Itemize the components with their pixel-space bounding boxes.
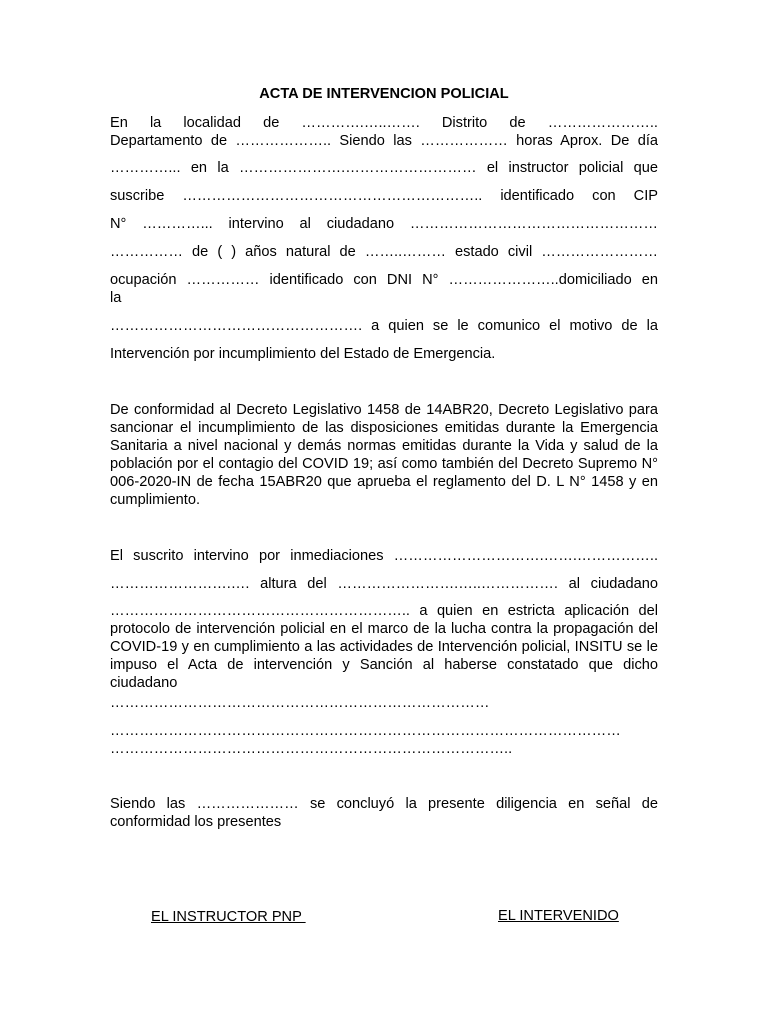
location-line-2: …………………….…. altura del …………………….…..……………. al ciudadano bbox=[110, 576, 658, 592]
closing-paragraph: Siendo las ………………… se concluyó la presente diligencia en señal de conformidad los presentes bbox=[110, 796, 658, 830]
sanction-paragraph: …………………………………………………….. a quien en estricta aplicación del protocolo de intervención policial en el marco de la lucha contra la propagación del COVID-19 y en cumplimiento a las actividades de Intervención policial, INSITU se le impuso el Acta de intervención y Sanción al haberse constatado que dicho ciudadano bbox=[110, 603, 658, 691]
intro-line-9: Intervención por incumplimiento del Estado de Emergencia. bbox=[110, 346, 496, 362]
document-title: ACTA DE INTERVENCION POLICIAL bbox=[259, 86, 509, 102]
dotted-line-2: …………………………………………………………………………………………… bbox=[110, 723, 621, 739]
intro-line-5: N° …………... intervino al ciudadano …………………………………………… bbox=[110, 216, 658, 232]
intro-line-4: suscribe …………………………………………………….. identificado con CIP bbox=[110, 188, 658, 204]
intervenido-signature-label: EL INTERVENIDO bbox=[498, 908, 619, 924]
intro-line-1: En la localidad de ………….…..……. Distrito de ………………….. bbox=[110, 115, 658, 131]
dotted-line-3: ……………………………………………………………………….. bbox=[110, 741, 513, 757]
intro-line-6: …………… de ( ) años natural de ……..……… estado civil …………………… bbox=[110, 244, 658, 260]
instructor-signature-label: EL INSTRUCTOR PNP bbox=[151, 909, 306, 925]
intro-line-2: Departamento de ……………….. Siendo las ……………… horas Aprox. De día bbox=[110, 133, 658, 149]
intro-line-3: …………... en la ………………….……………………… el instructor policial que bbox=[110, 160, 658, 176]
intro-line-8: ……………………………………………. a quien se le comunico el motivo de la bbox=[110, 318, 658, 334]
dotted-line-1: …………………………………………………………………… bbox=[110, 695, 490, 711]
legal-basis-paragraph: De conformidad al Decreto Legislativo 1458 de 14ABR20, Decreto Legislativo para sancionar el incumplimiento de las disposiciones emitidas durante la Emergencia Sanitaria a nivel nacional y demás normas emitidas durante la Vida y salud de la población por el contagio del COVID 19; así como también del Decreto Supremo N° 006-2020-IN de fecha 15ABR20 que aprueba el reglamento del D. L N° 1458 y en cumplimiento. bbox=[110, 402, 658, 508]
intro-line-7-continuation: la bbox=[110, 290, 122, 306]
intro-line-7: ocupación …………… identificado con DNI N° …………………..domiciliado en bbox=[110, 272, 658, 288]
location-line-1: El suscrito intervino por inmediaciones ………………………….…….…………….. bbox=[110, 548, 658, 564]
